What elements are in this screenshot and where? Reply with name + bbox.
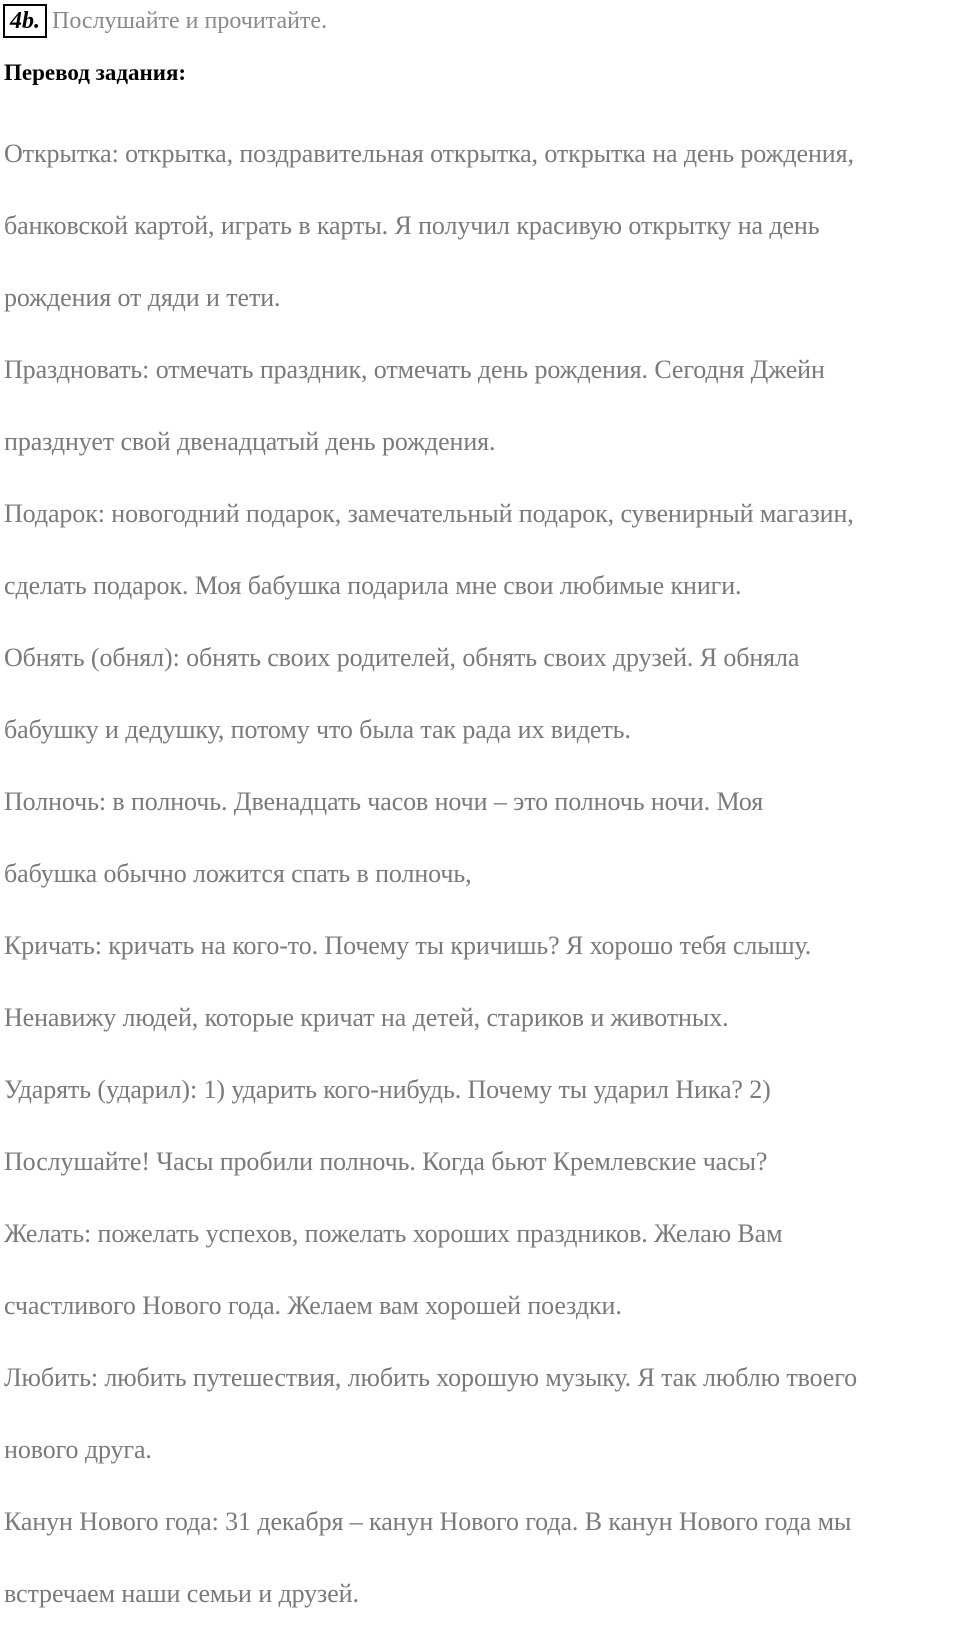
- text-line: бабушку и дедушку, потому что была так рада их видеть.: [4, 715, 631, 744]
- text-line: Полночь: в полночь. Двенадцать часов ночи – это полночь ночи. Моя: [4, 787, 764, 816]
- exercise-instruction: Послушайте и прочитайте.: [52, 8, 328, 34]
- text-line: Подарок: новогодний подарок, замечательный подарок, сувенирный магазин,: [4, 499, 854, 528]
- text-line: Ударять (ударил): 1) ударить кого-нибудь. Почему ты ударил Ника? 2): [4, 1075, 771, 1104]
- text-line: Обнять (обнял): обнять своих родителей, обнять своих друзей. Я обняла: [4, 643, 800, 672]
- translation-text: [4, 100, 960, 1648]
- text-line: Праздновать: отмечать праздник, отмечать день рождения. Сегодня Джейн: [4, 355, 825, 384]
- text-line: бабушка обычно ложится спать в полночь,: [4, 859, 472, 888]
- text-line: встречаем наши семьи и друзей.: [4, 1579, 359, 1608]
- text-line: сделать подарок. Моя бабушка подарила мне свои любимые книги.: [4, 571, 742, 600]
- text-line: Ненавижу людей, которые кричат на детей, стариков и животных.: [4, 1003, 729, 1032]
- text-line: Любить: любить путешествия, любить хорошую музыку. Я так люблю твоего: [4, 1363, 858, 1392]
- text-line: Желать: пожелать успехов, пожелать хороших праздников. Желаю Вам: [4, 1219, 783, 1248]
- text-line: Канун Нового года: 31 декабря – канун Нового года. В канун Нового года мы: [4, 1507, 852, 1536]
- text-line: нового друга.: [4, 1435, 152, 1464]
- text-line: Открытка: открытка, поздравительная открытка, открытка на день рождения,: [4, 139, 854, 168]
- text-line: Послушайте! Часы пробили полночь. Когда бьют Кремлевские часы?: [4, 1147, 768, 1176]
- text-line: Кричать: кричать на кого-то. Почему ты кричишь? Я хорошо тебя слышу.: [4, 931, 812, 960]
- text-line: празднует свой двенадцатый день рождения.: [4, 427, 496, 456]
- section-title: Перевод задания:: [4, 60, 187, 85]
- exercise-header: [3, 4, 327, 38]
- text-line: рождения от дяди и тети.: [4, 283, 281, 312]
- exercise-number-badge: 4b.: [3, 4, 47, 38]
- text-line: счастливого Нового года. Желаем вам хорошей поездки.: [4, 1291, 622, 1320]
- text-line: банковской картой, играть в карты. Я получил красивую открытку на день: [4, 211, 820, 240]
